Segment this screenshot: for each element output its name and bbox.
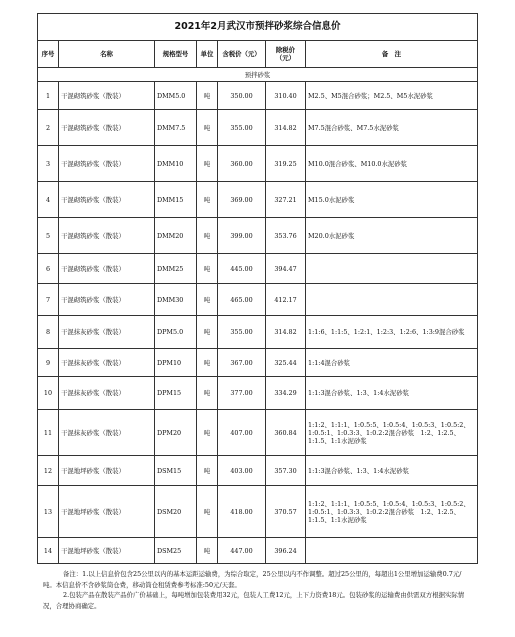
cell-unit: 吨 xyxy=(197,82,218,110)
cell-spec: DPM20 xyxy=(155,410,197,456)
cell-spec: DMM30 xyxy=(155,284,197,316)
cell-tax-incl: 355.00 xyxy=(218,316,266,349)
cell-spec: DPM15 xyxy=(155,377,197,410)
cell-name: 干混砌筑砂浆（散装） xyxy=(59,82,155,110)
cell-unit: 吨 xyxy=(197,456,218,486)
cell-remark: M15.0水泥砂浆 xyxy=(306,182,478,218)
table-row xyxy=(38,284,478,316)
header-no: 序号 xyxy=(38,41,59,68)
cell-no: 4 xyxy=(38,182,59,218)
cell-no: 6 xyxy=(38,254,59,284)
cell-tax-excl: 314.82 xyxy=(266,110,306,146)
cell-name: 干混地坪砂浆（散装） xyxy=(59,456,155,486)
table-row xyxy=(38,82,478,110)
cell-tax-excl: 325.44 xyxy=(266,349,306,377)
price-sheet xyxy=(37,13,477,564)
cell-tax-excl: 353.76 xyxy=(266,218,306,254)
table-row xyxy=(38,377,478,410)
cell-unit: 吨 xyxy=(197,538,218,564)
cell-remark xyxy=(306,254,478,284)
cell-spec: DSM20 xyxy=(155,486,197,538)
note-2: 2.包装产品在散装产品价广价基础上，每吨增加包装费用32元，包装人工费12元，上下力资费18元。包装砂浆的运输费由供需双方根据实际情况，合理协商确定。 xyxy=(43,591,465,610)
cell-name: 干混地坪砂浆（散装） xyxy=(59,538,155,564)
cell-no: 8 xyxy=(38,316,59,349)
cell-tax-incl: 355.00 xyxy=(218,110,266,146)
cell-name: 干混砌筑砂浆（散装） xyxy=(59,146,155,182)
table-row xyxy=(38,182,478,218)
cell-tax-incl: 399.00 xyxy=(218,218,266,254)
cell-tax-incl: 369.00 xyxy=(218,182,266,218)
cell-unit: 吨 xyxy=(197,218,218,254)
cell-unit: 吨 xyxy=(197,410,218,456)
cell-tax-excl: 370.57 xyxy=(266,486,306,538)
table-row xyxy=(38,146,478,182)
cell-tax-excl: 310.40 xyxy=(266,82,306,110)
table-row xyxy=(38,110,478,146)
table-row xyxy=(38,218,478,254)
cell-no: 5 xyxy=(38,218,59,254)
cell-tax-excl: 360.84 xyxy=(266,410,306,456)
cell-remark: 1:1:2、1:1:1、1:0.5:5、1:0.5:4、1:0.5:3、1:0.5:2、1:0.5:1、1:0.3:3、1:0.2:2混合砂浆 1:2、1:2.5、1:1.5、1:1水泥砂浆 xyxy=(306,410,478,456)
cell-name: 干混砌筑砂浆（散装） xyxy=(59,182,155,218)
cell-no: 12 xyxy=(38,456,59,486)
cell-remark: M2.5、M5混合砂浆；M2.5、M5水泥砂浆 xyxy=(306,82,478,110)
section-label: 预拌砂浆 xyxy=(38,68,478,82)
cell-tax-incl: 447.00 xyxy=(218,538,266,564)
cell-tax-incl: 445.00 xyxy=(218,254,266,284)
cell-remark: M20.0水泥砂浆 xyxy=(306,218,478,254)
cell-tax-incl: 418.00 xyxy=(218,486,266,538)
header-name: 名称 xyxy=(59,41,155,68)
header-tax-incl: 含税价（元） xyxy=(218,41,266,68)
cell-spec: DMM10 xyxy=(155,146,197,182)
table-row xyxy=(38,486,478,538)
cell-no: 14 xyxy=(38,538,59,564)
cell-unit: 吨 xyxy=(197,254,218,284)
cell-name: 干混砌筑砂浆（散装） xyxy=(59,218,155,254)
cell-spec: DSM25 xyxy=(155,538,197,564)
cell-remark xyxy=(306,284,478,316)
cell-no: 2 xyxy=(38,110,59,146)
cell-tax-incl: 403.00 xyxy=(218,456,266,486)
cell-unit: 吨 xyxy=(197,110,218,146)
cell-spec: DMM7.5 xyxy=(155,110,197,146)
cell-tax-incl: 360.00 xyxy=(218,146,266,182)
cell-spec: DMM5.0 xyxy=(155,82,197,110)
cell-spec: DMM20 xyxy=(155,218,197,254)
cell-remark: M7.5混合砂浆、M7.5水泥砂浆 xyxy=(306,110,478,146)
cell-tax-incl: 350.00 xyxy=(218,82,266,110)
cell-remark: 1:1:6、1:1:5、1:2:1、1:2:3、1:2:6、1:3:9混合砂浆 xyxy=(306,316,478,349)
cell-name: 干混砌筑砂浆（散装） xyxy=(59,284,155,316)
cell-unit: 吨 xyxy=(197,182,218,218)
table-row xyxy=(38,254,478,284)
header-remark: 备 注 xyxy=(306,41,478,68)
cell-tax-excl: 396.24 xyxy=(266,538,306,564)
cell-name: 干混砌筑砂浆（散装） xyxy=(59,110,155,146)
title-row xyxy=(38,14,478,41)
price-table xyxy=(37,13,478,564)
cell-tax-incl: 465.00 xyxy=(218,284,266,316)
cell-spec: DPM5.0 xyxy=(155,316,197,349)
cell-name: 干混砌筑砂浆（散装） xyxy=(59,254,155,284)
cell-tax-excl: 394.47 xyxy=(266,254,306,284)
cell-remark: 1:1:3混合砂浆、1:3、1:4水泥砂浆 xyxy=(306,456,478,486)
cell-name: 干混抹灰砂浆（散装） xyxy=(59,349,155,377)
cell-no: 11 xyxy=(38,410,59,456)
table-body xyxy=(38,82,478,564)
cell-tax-excl: 327.21 xyxy=(266,182,306,218)
cell-spec: DMM15 xyxy=(155,182,197,218)
cell-unit: 吨 xyxy=(197,377,218,410)
header-spec: 规格型号 xyxy=(155,41,197,68)
cell-tax-incl: 367.00 xyxy=(218,349,266,377)
header-unit: 单位 xyxy=(197,41,218,68)
cell-tax-excl: 319.25 xyxy=(266,146,306,182)
cell-name: 干混地坪砂浆（散装） xyxy=(59,486,155,538)
cell-tax-excl: 314.82 xyxy=(266,316,306,349)
header-tax-excl: 除税价（元） xyxy=(266,41,306,68)
cell-unit: 吨 xyxy=(197,284,218,316)
cell-tax-excl: 357.30 xyxy=(266,456,306,486)
cell-no: 13 xyxy=(38,486,59,538)
cell-no: 3 xyxy=(38,146,59,182)
table-row xyxy=(38,349,478,377)
cell-no: 10 xyxy=(38,377,59,410)
cell-remark: 1:1:3混合砂浆、1:3、1:4水泥砂浆 xyxy=(306,377,478,410)
table-row xyxy=(38,538,478,564)
cell-tax-incl: 407.00 xyxy=(218,410,266,456)
table-row xyxy=(38,316,478,349)
note-1: 备注：1.以上信息价包含25公里以内的基本运距运输费，为综合取定，25公里以内不作调整。超过25公里的，每超出1公里增加运输费0.7元/吨。本信息价不含砂浆筒仓费，移动筒仓租赁费参考标准:50元/天套。 xyxy=(43,570,462,589)
section-row xyxy=(38,68,478,82)
cell-remark: 1:1:4混合砂浆 xyxy=(306,349,478,377)
cell-spec: DPM10 xyxy=(155,349,197,377)
cell-tax-incl: 377.00 xyxy=(218,377,266,410)
cell-remark: 1:1:2、1:1:1、1:0.5:5、1:0.5:4、1:0.5:3、1:0.5:2、1:0.5:1、1:0.3:3、1:0.2:2混合砂浆 1:2、1:2.5、1:1.5、1:1水泥砂浆 xyxy=(306,486,478,538)
cell-remark: M10.0混合砂浆、M10.0水泥砂浆 xyxy=(306,146,478,182)
cell-tax-excl: 412.17 xyxy=(266,284,306,316)
cell-spec: DSM15 xyxy=(155,456,197,486)
cell-name: 干混抹灰砂浆（散装） xyxy=(59,410,155,456)
table-row xyxy=(38,456,478,486)
table-title: 2021年2月武汉市预拌砂浆综合信息价 xyxy=(38,14,478,41)
cell-no: 7 xyxy=(38,284,59,316)
cell-tax-excl: 334.29 xyxy=(266,377,306,410)
cell-no: 1 xyxy=(38,82,59,110)
cell-unit: 吨 xyxy=(197,316,218,349)
cell-no: 9 xyxy=(38,349,59,377)
cell-name: 干混抹灰砂浆（散装） xyxy=(59,377,155,410)
cell-unit: 吨 xyxy=(197,349,218,377)
cell-unit: 吨 xyxy=(197,146,218,182)
cell-unit: 吨 xyxy=(197,486,218,538)
cell-remark xyxy=(306,538,478,564)
cell-spec: DMM25 xyxy=(155,254,197,284)
header-row xyxy=(38,41,478,68)
cell-name: 干混抹灰砂浆（散装） xyxy=(59,316,155,349)
notes xyxy=(43,569,473,611)
table-row xyxy=(38,410,478,456)
